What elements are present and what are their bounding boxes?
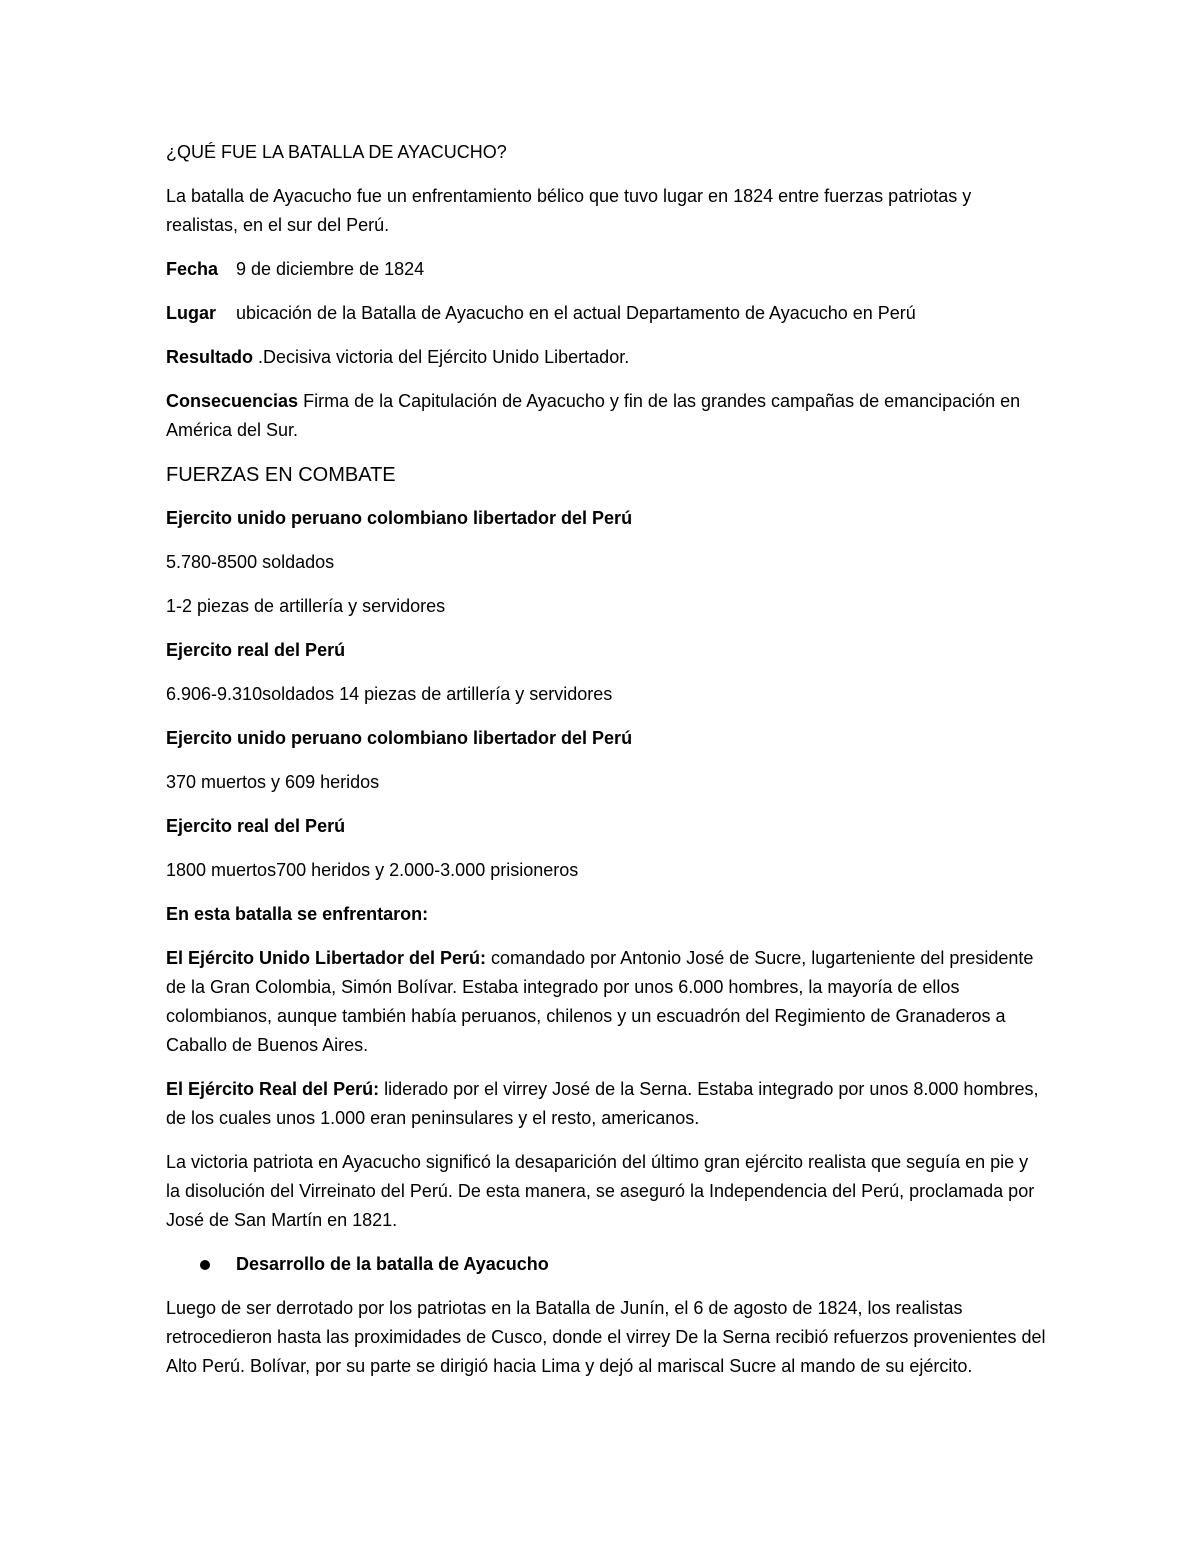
confronted-item-1-text: comandado por Antonio José de Sucre, lugarteniente del presidente de la Gran Colombia, Simón Bolívar. Estaba integrado por unos 6.000 hombres, la mayoría de ellos colombianos, aunque también había peruanos, chilenos y un escuadrón del Regimiento de Granaderos a Caballo de Buenos Aires. — [166, 948, 1034, 1055]
consecuencias-value: Firma de la Capitulación de Ayacucho y fin de las grandes campañas de emancipación en América del Sur. — [166, 391, 1021, 440]
confronted-item-2-label: El Ejército Real del Perú: — [166, 1079, 380, 1099]
resultado-label: Resultado — [166, 347, 254, 367]
confronted-item-2-text: liderado por el virrey José de la Serna. Estaba integrado por unos 8.000 hombres, de los cuales unos 1.000 eran peninsulares y el resto, americanos. — [166, 1079, 1039, 1128]
army1-casualties-label: Ejercito unido peruano colombiano libertador del Perú — [166, 728, 633, 748]
army1-label: Ejercito unido peruano colombiano libertador del Perú — [166, 508, 633, 528]
resultado-row — [166, 343, 1046, 372]
consecuencias-row — [166, 387, 1046, 445]
army1-artillery: 1-2 piezas de artillería y servidores — [166, 596, 446, 616]
army2-casualties-label: Ejercito real del Perú — [166, 816, 346, 836]
fecha-row — [166, 255, 1046, 284]
lugar-row — [166, 299, 1046, 328]
consecuencias-label: Consecuencias — [166, 391, 299, 411]
army2-casualties: 1800 muertos700 heridos y 2.000-3.000 prisioneros — [166, 860, 579, 880]
development-heading: Desarrollo de la batalla de Ayacucho — [236, 1254, 549, 1274]
bullet-icon — [200, 1260, 210, 1270]
army1-casualties: 370 muertos y 609 heridos — [166, 772, 380, 792]
development-bullet-item — [166, 1250, 1046, 1279]
fecha-label: Fecha — [166, 259, 219, 279]
forces-heading: FUERZAS EN COMBATE — [166, 464, 396, 486]
army2-label: Ejercito real del Perú — [166, 640, 346, 660]
army1-troops: 5.780-8500 soldados — [166, 552, 335, 572]
development-paragraph: Luego de ser derrotado por los patriotas en la Batalla de Junín, el 6 de agosto de 1824, los realistas retrocedieron hasta las proximidades de Cusco, donde el virrey De la Serna recibió refuerzos provenientes del Alto Perú. Bolívar, por su parte se dirigió hacia Lima y dejó al mariscal Sucre al mando de su ejército. — [166, 1298, 1046, 1376]
confronted-item-1-label: El Ejército Unido Libertador del Perú: — [166, 948, 487, 968]
army2-troops: 6.906-9.310soldados 14 piezas de artillería y servidores — [166, 684, 613, 704]
confronted-item-1 — [166, 944, 1046, 1060]
lugar-value: ubicación de la Batalla de Ayacucho en el actual Departamento de Ayacucho en Perú — [236, 303, 916, 323]
document-page — [166, 138, 1046, 1396]
fecha-value: 9 de diciembre de 1824 — [236, 259, 425, 279]
confronted-item-2 — [166, 1075, 1046, 1133]
resultado-value: .Decisiva victoria del Ejército Unido Libertador. — [258, 347, 630, 367]
document-title: ¿QUÉ FUE LA BATALLA DE AYACUCHO? — [166, 142, 507, 162]
intro-paragraph: La batalla de Ayacucho fue un enfrentamiento bélico que tuvo lugar en 1824 entre fuerzas patriotas y realistas, en el sur del Perú. — [166, 186, 972, 235]
lugar-label: Lugar — [166, 303, 217, 323]
victory-paragraph: La victoria patriota en Ayacucho significó la desaparición del último gran ejército realista que seguía en pie y la disolución del Virreinato del Perú. De esta manera, se aseguró la Independencia del Perú, proclamada por José de San Martín en 1821. — [166, 1152, 1035, 1230]
confronted-heading: En esta batalla se enfrentaron: — [166, 904, 429, 924]
